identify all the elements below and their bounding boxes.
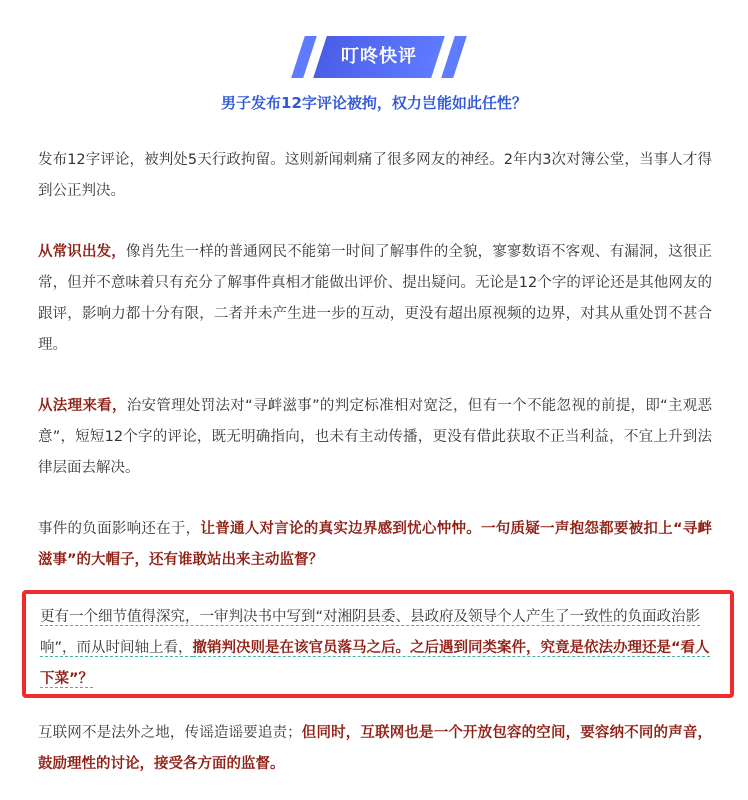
banner-accent-right: [441, 36, 467, 78]
article-body: [38, 145, 712, 606]
paragraph-4-text: 事件的负面影响还在于，: [38, 521, 201, 537]
paragraph-1-text: 发布12字评论，被判处5天行政拘留。这则新闻刺痛了很多网友的神经。2年内3次对簿公堂，当事人才得到公正判决。: [38, 152, 712, 199]
paragraph-2-text: 像肖先生一样的普通网民不能第一时间了解事件的全貌，寥寥数语不客观、有漏洞，这很正常，但并不意味着只有充分了解事件真相才能做出评价、提出疑问。无论是12个字的评论还是其他网友的跟评，影响力都十分有限，二者并未产生进一步的互动，更没有超出原视频的边界，对其从重处罚不甚合理。: [38, 244, 713, 353]
paragraph-2: [38, 237, 712, 361]
banner-accent-left: [291, 36, 317, 78]
paragraph-3: [38, 391, 712, 484]
paragraph-4-emphasis: 让普通人对言论的真实边界感到忧心忡忡。一句质疑一声抱怨都要被扣上“寻衅滋事”的大帽子，还有谁敢站出来主动监督？: [38, 521, 713, 568]
closing-text: 互联网不是法外之地，传谣造谣要追责；: [38, 725, 302, 741]
header-banner: [0, 36, 748, 78]
highlight-emphasis: 撤销判决则是在该官员落马之后。之后遇到同类案件，究竟是依法办理还是“看人下菜”？: [40, 640, 710, 687]
highlight-paragraph: [40, 602, 714, 695]
section-title: 叮咚快评: [341, 46, 417, 67]
paragraph-3-lead: 从法理来看，: [38, 398, 127, 414]
closing-paragraph: [38, 718, 712, 780]
highlight-box: [22, 590, 734, 698]
paragraph-3-text: 治安管理处罚法对“寻衅滋事”的判定标准相对宽泛，但有一个不能忽视的前提，即“主观恶意”，短短12个字的评论，既无明确指向，也未有主动传播，更没有借此获取不正当利益，不宜上升到法律层面去解决。: [38, 398, 712, 476]
highlight-text: 更有一个细节值得深究，一审判决书中写到“对湘阴县委、县政府及领导个人产生了一致性的负面政治影响”，而从时间轴上看，: [40, 609, 701, 656]
paragraph-1: [38, 145, 712, 207]
article-subtitle: 男子发布12字评论被拘，权力岂能如此任性？: [221, 94, 527, 112]
closing-emphasis: 但同时，互联网也是一个开放包容的空间，要容纳不同的声音，鼓励理性的讨论，接受各方面的监督。: [38, 725, 713, 772]
paragraph-2-lead: 从常识出发，: [38, 244, 126, 260]
paragraph-4: [38, 514, 712, 576]
